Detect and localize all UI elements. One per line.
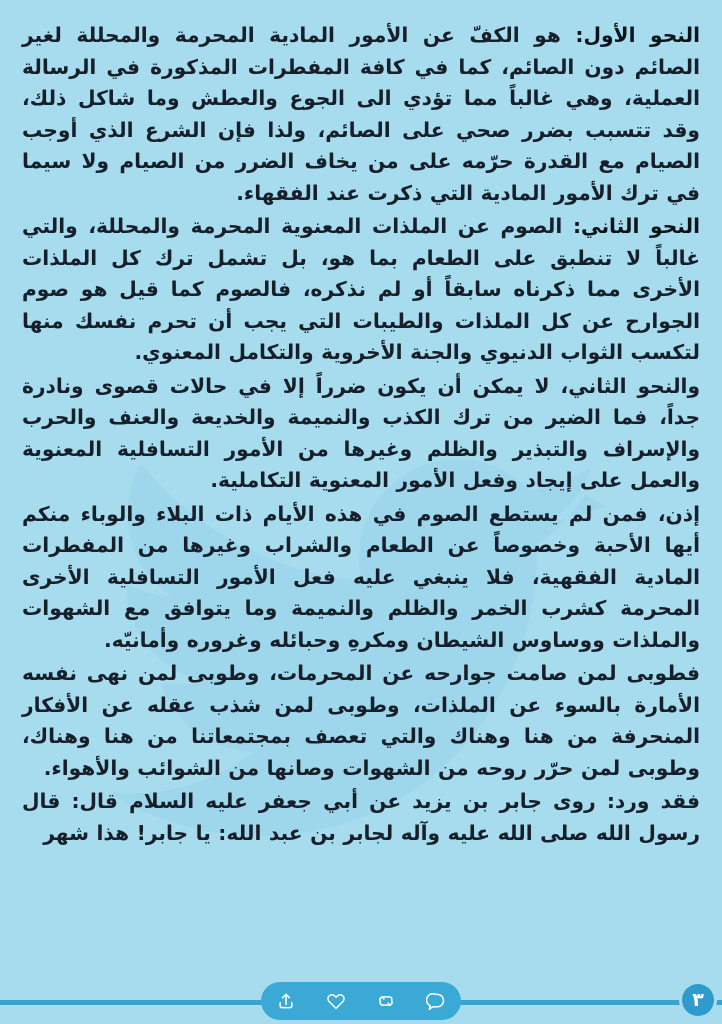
paragraph-6-text: فقد ورد: روى جابر بن يزيد عن أبي جعفر عليه السلام قال: قال رسول الله صلى الله عليه وآله لجابر بن عبد الله: يا جابر! هذا شهر [22, 789, 700, 845]
paragraph-6 [22, 786, 700, 849]
page-number-badge: ٣ [682, 984, 714, 1016]
paragraph-2-lead: النحو الثاني: [572, 214, 700, 239]
paragraph-3-text: والنحو الثاني، لا يمكن أن يكون ضرراً إلا في حالات قصوى ونادرة جداً، فما الضير من ترك الكذب والنميمة والخديعة والعنف والحرب والإسراف والتبذير والظلم وغيرها من الأمور التسافلية المعنوية والعمل على إيجاد وفعل الأمور المعنوية التكاملية. [22, 373, 700, 493]
reply-icon[interactable] [425, 990, 447, 1012]
footer-bar [0, 978, 722, 1024]
retweet-icon[interactable] [375, 990, 397, 1012]
paragraph-3 [22, 371, 700, 497]
paragraph-5-text: فطوبى لمن صامت جوارحه عن المحرمات، وطوبى لمن نهى نفسه الأمارة بالسوء عن الملذات، وطوبى لمن شذب عقله عن الأفكار المنحرفة من هنا وهناك والتي تعصف بمجتمعاتنا من هنا وهناك، وطوبى لمن حرّر روحه من الشهوات وصانها من الشوائب والأهواء. [22, 661, 700, 780]
paragraph-1-text: هو الكفّ عن الأمور المادية المحرمة والمحللة لغير الصائم دون الصائم، كما في كافة المفطرات المذكورة في الرسالة العملية، وهي غالباً مما تؤدي الى الجوع والعطش وما شاكل ذلك، وقد تتسبب بضرر صحي على الصائم، ولذا فإن الشرع الذي أوجب الصيام مع القدرة حرّمه على من يخاف الضرر من الصيام ولا سيما في ترك الأمور المادية التي ذكرت عند الفقهاء. [22, 23, 700, 205]
paragraph-2 [22, 211, 700, 369]
heart-icon[interactable] [325, 990, 347, 1012]
paragraph-1 [22, 20, 700, 209]
share-icon[interactable] [275, 990, 297, 1012]
paragraph-2-text: الصوم عن الملذات المعنوية المحرمة والمحللة، والتي غالباً لا تنطبق على الطعام بما هو، بل تشمل ترك كل الملذات الأخرى مما ذكرناه سابقاً أو لم نذكره، فالصوم كما قيل هو صوم الجوارح عن كل الملذات والطيبات التي يجب أن تحرم نفسك منها لتكسب الثواب الدنيوي والجنة الأخروية والتكامل المعنوي. [22, 214, 700, 365]
paragraph-4-text: إذن، فمن لم يستطع الصوم في هذه الأيام ذات البلاء والوباء منكم أيها الأحبة وخصوصاً عن الطعام والشراب وغيرها من المفطرات المادية الفقهية، فلا ينبغي عليه فعل الأمور التسافلية الأخرى المحرمة كشرب الخمر والظلم والنميمة وما يتوافق مع الشهوات والملذات ووساوس الشيطان ومكرهِ وحبائله وغروره وأمانيّه. [22, 501, 700, 652]
paragraph-4 [22, 499, 700, 657]
paragraph-5 [22, 658, 700, 784]
action-bar [261, 982, 461, 1020]
paragraph-1-lead: النحو الأول: [575, 23, 700, 47]
